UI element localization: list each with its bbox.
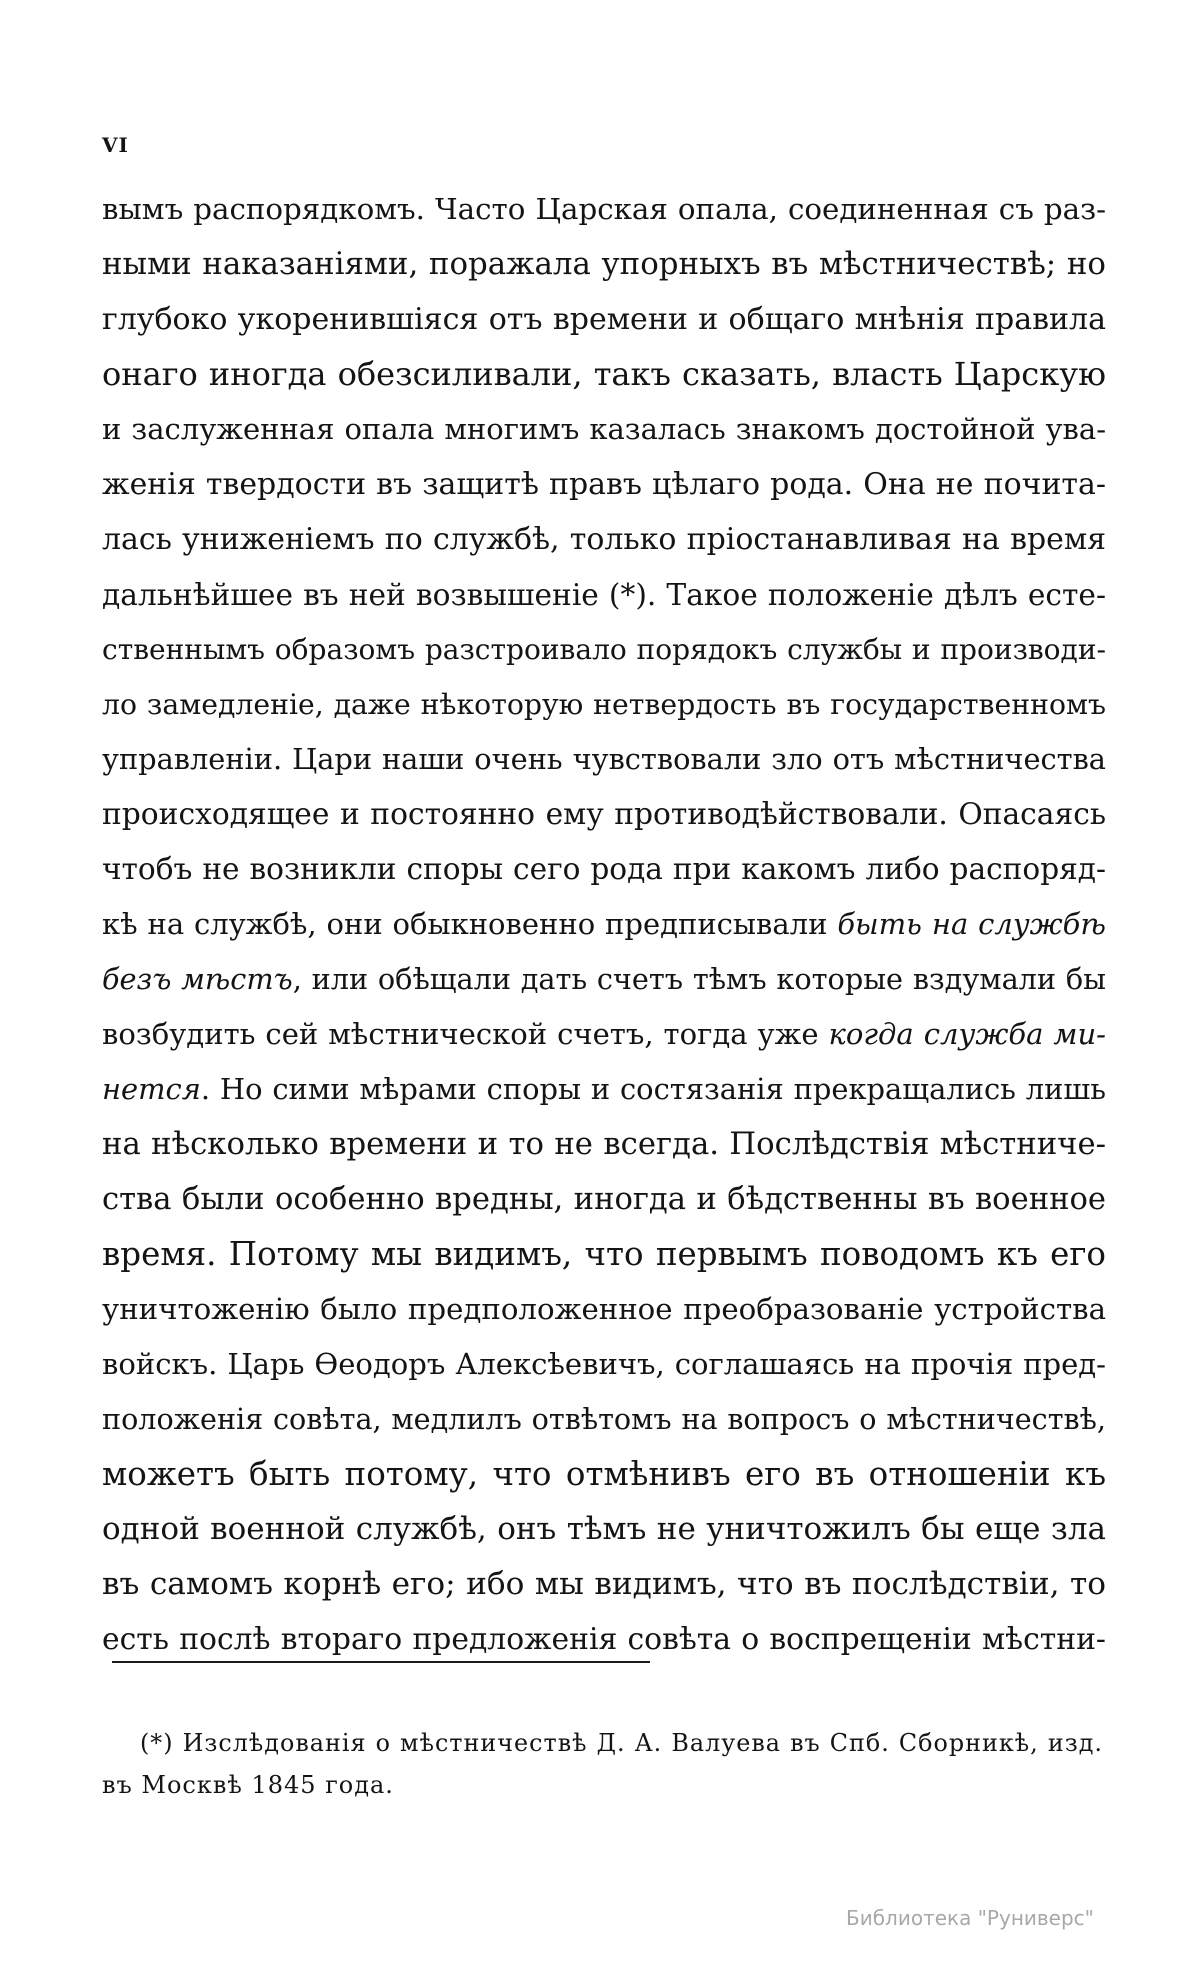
text-segment: . Но сими мѣрами споры и состязанія прекращались лишь xyxy=(200,1072,1106,1106)
text-line: войскъ. Царь Ѳеодоръ Алексѣевичъ, соглашаясь на прочія пред- xyxy=(102,1347,1106,1381)
italic-text: быть на службѣ xyxy=(837,907,1106,941)
text-line: ства были особенно вредны, иногда и бѣдственны въ военное xyxy=(102,1182,1106,1217)
footnote-line: въ Москвѣ 1845 года. xyxy=(102,1771,394,1799)
text-line xyxy=(102,1007,1106,1062)
italic-text: нется xyxy=(102,1072,201,1106)
text-segment: возбудить сей мѣстнической счетъ, тогда уже xyxy=(102,1017,829,1051)
text-line: онаго иногда обезсиливали, такъ сказать, власть Царскую xyxy=(102,355,1106,393)
text-line: можетъ быть потому, что отмѣнивъ его въ отношеніи къ xyxy=(102,1455,1106,1493)
italic-text: безъ мѣстъ xyxy=(102,962,293,996)
footnote xyxy=(102,1722,1103,1806)
text-line: ло замедленіе, даже нѣкоторую нетвердость въ государственномъ xyxy=(102,688,1106,721)
text-line: чтобъ не возникли споры сего рода при какомъ либо распоряд- xyxy=(102,852,1106,886)
footnote-divider xyxy=(112,1661,650,1663)
text-line: въ самомъ корнѣ его; ибо мы видимъ, что въ послѣдствіи, то xyxy=(102,1566,1106,1602)
text-line: глубоко укоренившіяся отъ времени и общаго мнѣнія правила xyxy=(102,302,1106,337)
text-line: и заслуженная опала многимъ казалась знакомъ достойной ува- xyxy=(102,412,1106,446)
text-segment: кѣ на службѣ, они обыкновенно предписывали xyxy=(102,907,838,941)
text-line: есть послѣ втораго предложенія совѣта о воспрещеніи мѣстни- xyxy=(102,1622,1106,1657)
text-line: управленіи. Цари наши очень чувствовали зло отъ мѣстничества xyxy=(102,742,1106,776)
text-line: женія твердости въ защитѣ правъ цѣлаго рода. Она не почита- xyxy=(102,467,1106,502)
page-number: VI xyxy=(102,133,129,157)
text-line: положенія совѣта, медлилъ отвѣтомъ на вопросъ о мѣстничествѣ, xyxy=(102,1402,1106,1436)
text-line: на нѣсколько времени и то не всегда. Послѣдствія мѣстниче- xyxy=(102,1127,1106,1162)
text-line: вымъ распорядкомъ. Часто Царская опала, соединенная съ раз- xyxy=(102,192,1106,226)
body-text xyxy=(102,182,1106,1667)
text-line: уничтоженію было предположенное преобразованіе устройства xyxy=(102,1292,1106,1326)
footnote-line: (*) Изслѣдованія о мѣстничествѣ Д. А. Валуева въ Спб. Сборникѣ, изд. xyxy=(140,1729,1103,1757)
text-line: происходящее и постоянно ему противодѣйствовали. Опасаясь xyxy=(102,797,1106,832)
text-line xyxy=(102,952,1106,1007)
text-line: одной военной службѣ, онъ тѣмъ не уничтожилъ бы еще зла xyxy=(102,1511,1106,1547)
text-line: лась униженіемъ по службѣ, только пріостанавливая на время xyxy=(102,522,1106,557)
text-line: время. Потому мы видимъ, что первымъ поводомъ къ его xyxy=(102,1235,1106,1273)
text-line: дальнѣйшее въ ней возвышеніе (*). Такое положеніе дѣлъ есте- xyxy=(102,577,1106,612)
italic-text: когда служба ми- xyxy=(828,1017,1107,1051)
text-line xyxy=(102,1062,1106,1117)
library-watermark: Библиотека "Руниверс" xyxy=(846,1906,1094,1930)
text-line xyxy=(102,897,1106,952)
text-segment: , или обѣщали дать счетъ тѣмъ которые вздумали бы xyxy=(292,962,1106,996)
text-line: ными наказаніями, поражала упорныхъ въ мѣстничествѣ; но xyxy=(102,246,1106,282)
text-line: ственнымъ образомъ разстроивало порядокъ службы и производи- xyxy=(102,633,1106,666)
